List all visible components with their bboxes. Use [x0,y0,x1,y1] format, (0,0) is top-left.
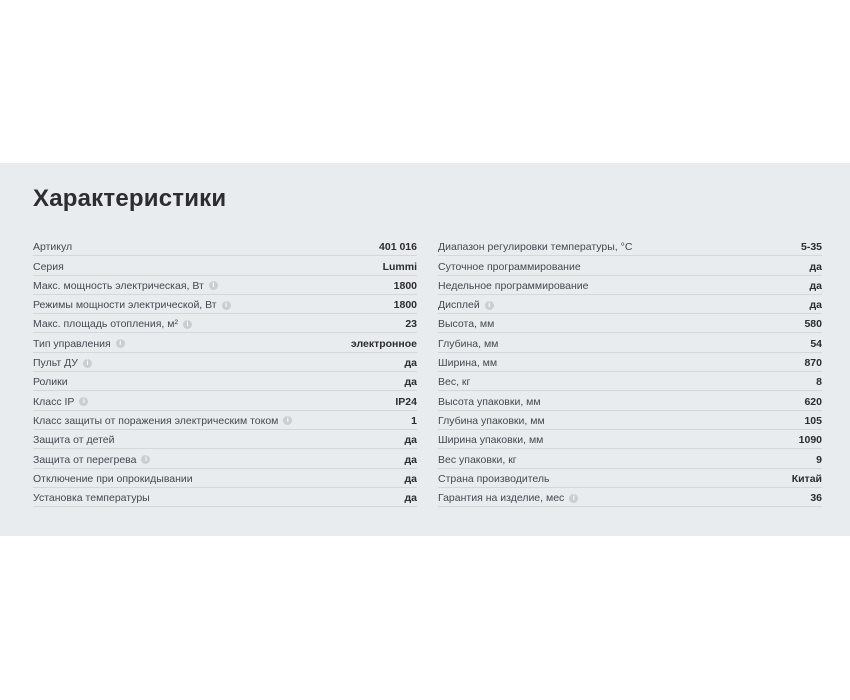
spec-label [33,241,72,253]
info-icon[interactable]: i [83,359,92,368]
spec-value: 401 016 [379,241,417,254]
info-icon[interactable]: i [141,455,150,464]
spec-label-text: Ширина упаковки, мм [438,434,544,447]
spec-value: 23 [405,318,417,331]
spec-value: да [404,492,417,505]
spec-label-text: Макс. площадь отопления, м² [33,318,178,331]
spec-label [438,318,494,330]
spec-row [33,372,417,391]
spec-value: 1800 [393,279,417,292]
spec-value: 870 [804,357,822,370]
spec-value: 9 [816,453,822,466]
spec-label-text: Тип управления [33,337,111,350]
spec-label [438,357,497,369]
spec-row [438,237,822,256]
spec-label [438,241,632,253]
spec-label-text: Диапазон регулировки температуры, °С [438,241,633,254]
spec-value: 580 [804,318,822,331]
spec-label [33,434,114,446]
info-icon[interactable]: i [116,339,125,348]
spec-row [33,469,417,488]
spec-label [33,415,292,427]
info-icon[interactable]: i [209,281,218,290]
spec-value: 1090 [798,434,822,447]
spec-row [438,276,822,295]
spec-row [438,430,822,449]
spec-label-text: Артикул [33,241,73,254]
spec-label [438,434,543,446]
spec-label [33,338,125,350]
spec-row [438,469,822,488]
spec-label-text: Гарантия на изделие, мес [438,492,565,505]
spec-value: 36 [810,492,822,505]
spec-value: электронное [350,337,417,350]
spec-row [33,391,417,410]
spec-value: да [404,453,417,466]
spec-value: да [404,376,417,389]
specs-panel [0,163,850,536]
spec-label [33,280,218,292]
spec-label [33,454,150,466]
info-icon[interactable]: i [569,494,578,503]
spec-label-text: Страна производитель [438,472,550,485]
spec-label-text: Дисплей [438,299,480,312]
spec-label-text: Вес упаковки, кг [438,453,517,466]
spec-label-text: Защита от перегрева [33,453,137,466]
spec-value: да [809,279,822,292]
spec-label-text: Недельное программирование [438,279,589,292]
spec-label [438,473,550,485]
spec-label [438,261,581,273]
specs-column-left [33,237,417,507]
spec-label-text: Высота, мм [438,318,495,331]
spec-label [438,280,588,292]
spec-label [438,299,494,311]
spec-value: да [404,434,417,447]
spec-label [438,396,541,408]
spec-label-text: Ролики [33,376,68,389]
spec-label-text: Серия [33,260,64,273]
spec-label-text: Отключение при опрокидывании [33,472,193,485]
spec-row [33,256,417,275]
spec-label [33,473,193,485]
spec-row [438,314,822,333]
spec-label [33,299,231,311]
spec-value: 1 [411,414,417,427]
spec-value: Китай [791,472,822,485]
spec-value: да [809,260,822,273]
spec-row [438,449,822,468]
info-icon[interactable]: i [485,301,494,310]
spec-row [33,295,417,314]
spec-label [33,357,92,369]
spec-value: 5-35 [800,241,822,254]
spec-value: 105 [804,414,822,427]
spec-value: 8 [816,376,822,389]
spec-label-text: Класс защиты от поражения электрическим током [33,414,279,427]
info-icon[interactable]: i [79,397,88,406]
spec-row [438,372,822,391]
spec-row [438,488,822,507]
spec-row [33,449,417,468]
spec-label [33,261,64,273]
spec-row [438,256,822,275]
spec-label-text: Глубина, мм [438,337,499,350]
info-icon[interactable]: i [283,416,292,425]
spec-label-text: Высота упаковки, мм [438,395,541,408]
spec-label [33,396,88,408]
spec-row [33,333,417,352]
info-icon[interactable]: i [183,320,192,329]
spec-label-text: Глубина упаковки, мм [438,414,545,427]
spec-value: да [809,299,822,312]
spec-value: Lummi [382,260,417,273]
spec-label [438,376,470,388]
spec-row [33,430,417,449]
spec-label-text: Пульт ДУ [33,357,78,370]
spec-row [438,391,822,410]
spec-row [438,333,822,352]
spec-label [33,492,150,504]
spec-label-text: Ширина, мм [438,357,498,370]
spec-label-text: Установка температуры [33,492,150,505]
spec-label [438,338,498,350]
spec-label-text: Суточное программирование [438,260,581,273]
spec-row [33,353,417,372]
spec-row [438,295,822,314]
spec-label [438,415,545,427]
spec-label [33,376,68,388]
spec-row [438,411,822,430]
spec-value: да [404,472,417,485]
spec-label-text: Режимы мощности электрической, Вт [33,299,217,312]
spec-row [33,488,417,507]
spec-label-text: Класс IP [33,395,75,408]
specs-column-right [438,237,822,507]
info-icon[interactable]: i [222,301,231,310]
spec-label-text: Макс. мощность электрическая, Вт [33,279,204,292]
spec-row [33,314,417,333]
spec-row [33,276,417,295]
spec-value: 620 [804,395,822,408]
spec-value: 54 [810,337,822,350]
spec-label [438,454,517,466]
spec-label [33,318,192,330]
spec-value: IP24 [395,395,417,408]
spec-row [438,353,822,372]
spec-label [438,492,578,504]
spec-row [33,237,417,256]
spec-value: 1800 [393,299,417,312]
spec-value: да [404,357,417,370]
spec-label-text: Защита от детей [33,434,115,447]
spec-label-text: Вес, кг [438,376,471,389]
section-title: Характеристики [33,185,227,212]
spec-row [33,411,417,430]
